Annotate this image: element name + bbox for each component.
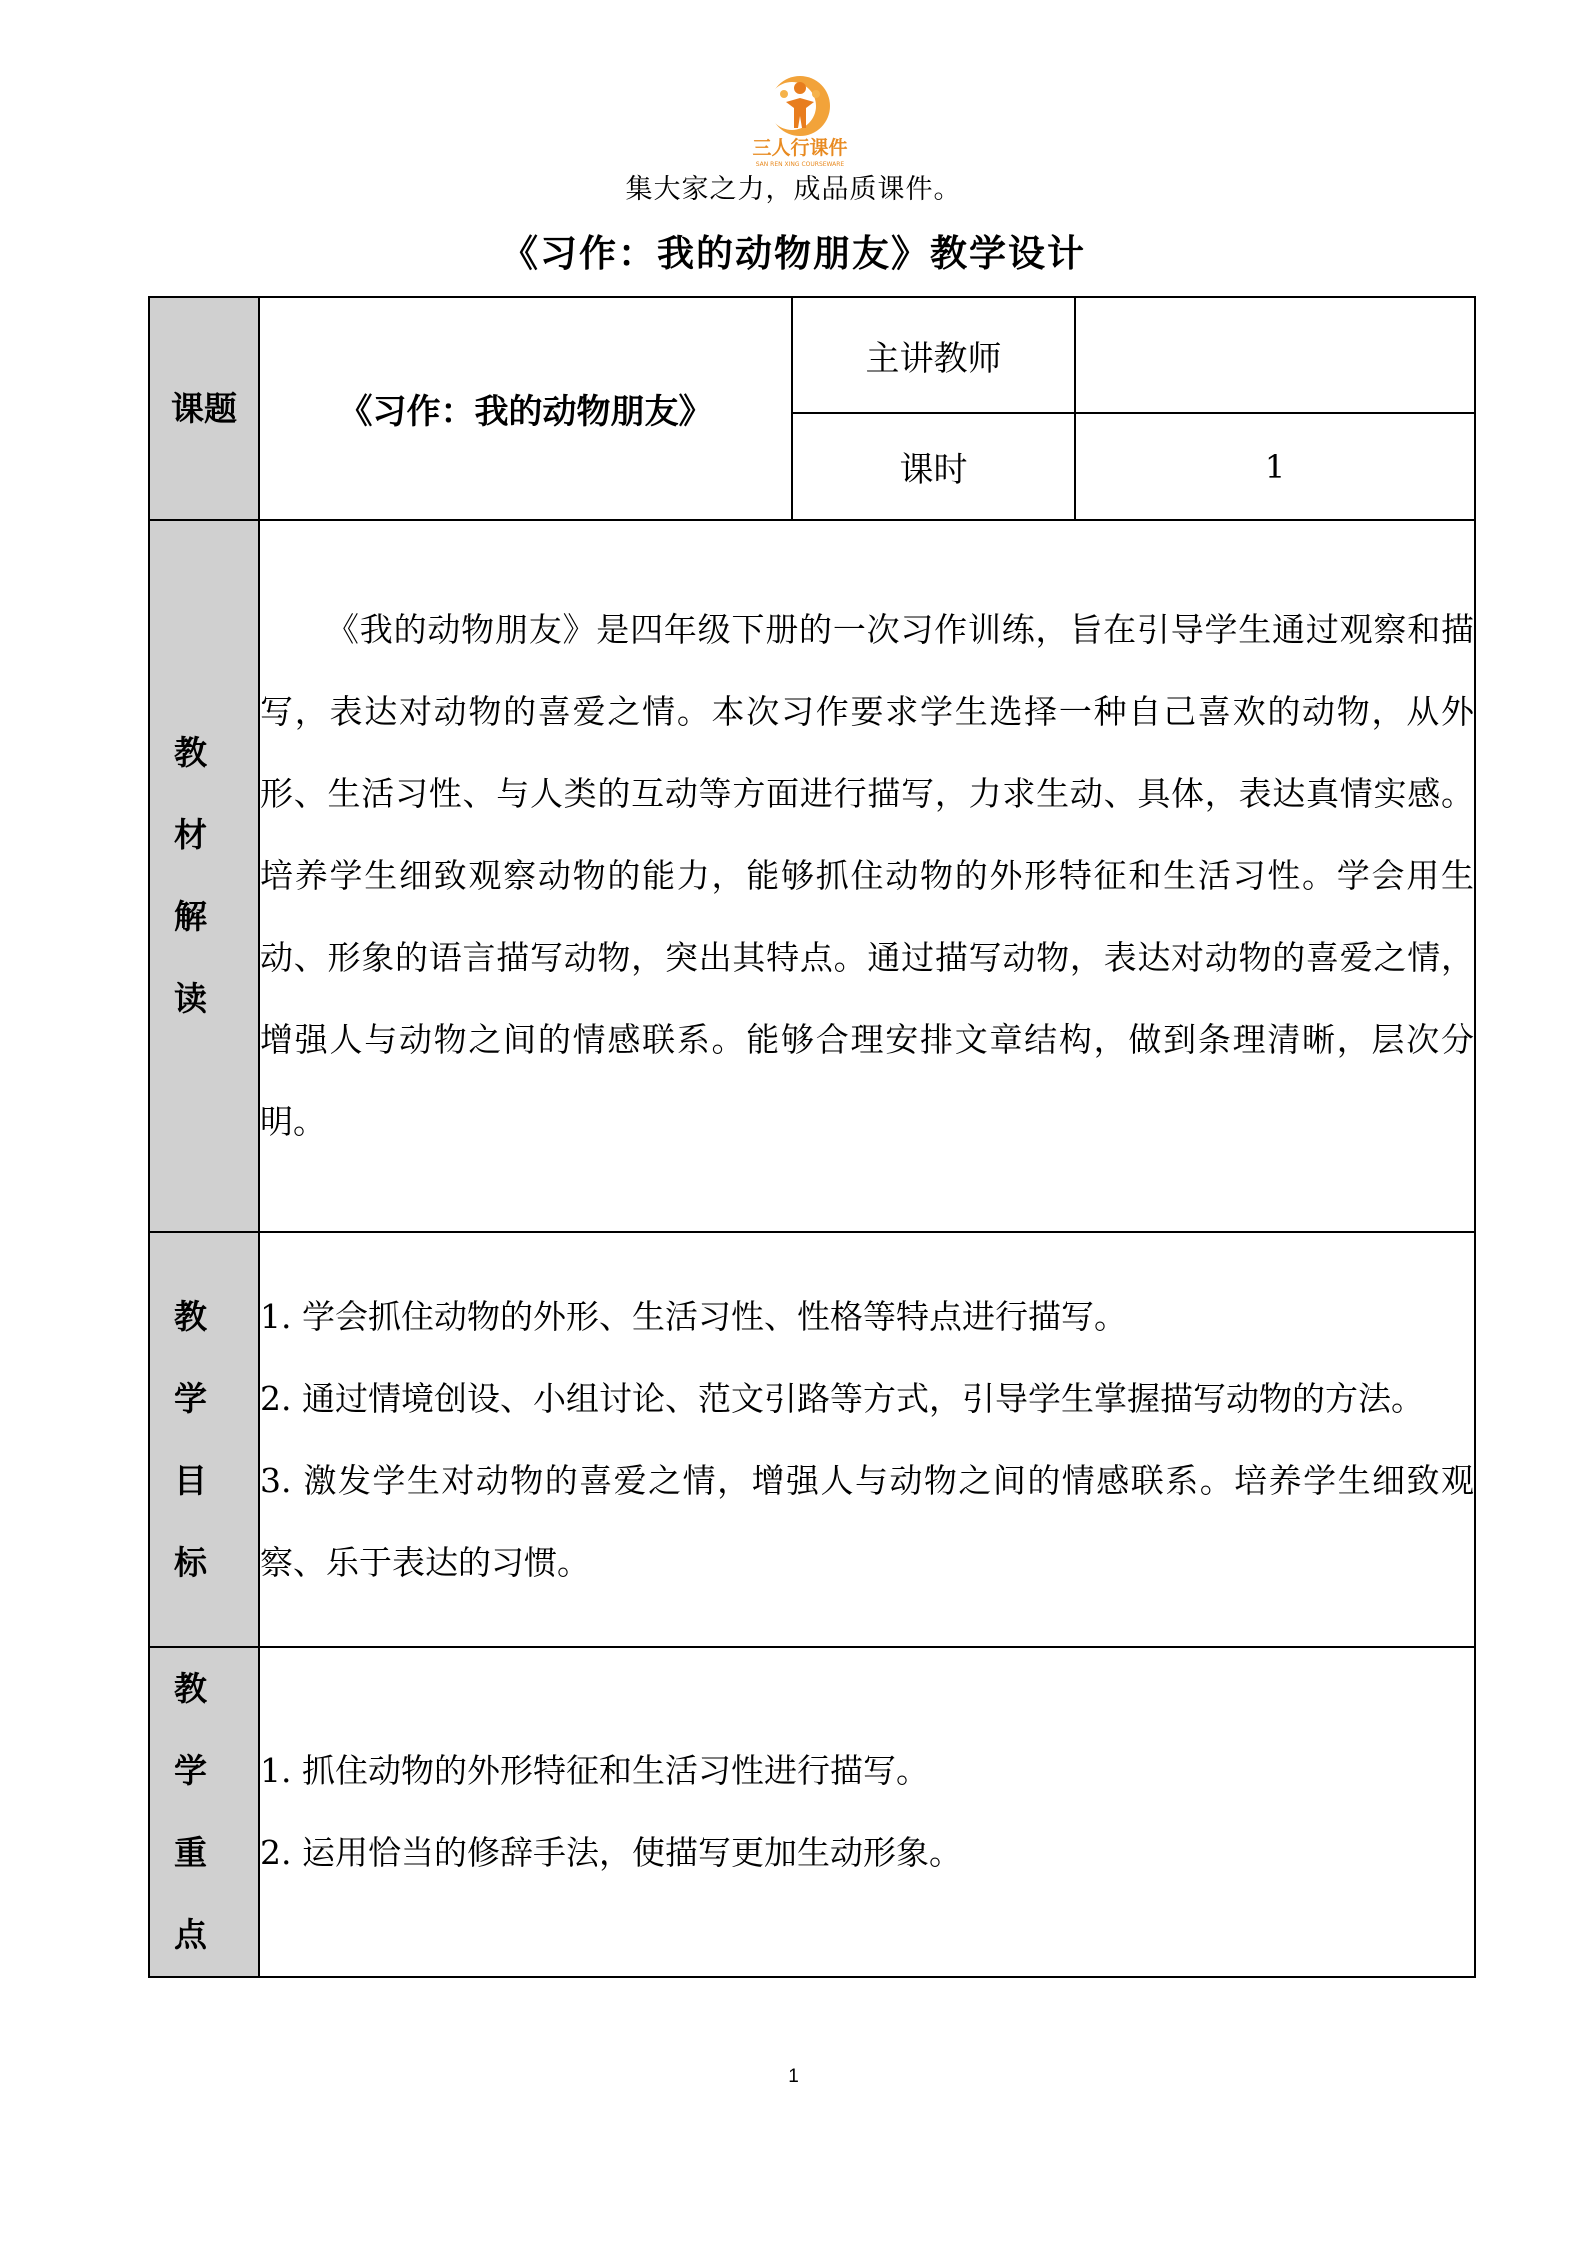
logo-text: 三人行课件 xyxy=(752,137,848,159)
key-points-label-cell xyxy=(149,1647,259,1977)
analysis-text: 《我的动物朋友》是四年级下册的一次习作训练，旨在引导学生通过观察和描写，表达对动物的喜爱之情。本次习作要求学生选择一种自己喜欢的动物，从外形、生活习性、与人类的互动等方面进行描写，力求生动、具体，表达真情实感。培养学生细致观察动物的能力，能够抓住动物的外形特征和生活习性。学会用生动、形象的语言描写动物，突出其特点。通过描写动物，表达对动物的喜爱之情，增强人与动物之间的情感联系。能够合理安排文章结构，做到条理清晰，层次分明。 xyxy=(260,610,1474,1141)
goals-label-line-1: 教学 xyxy=(174,1296,207,1418)
key-points-label-line-2: 重点 xyxy=(174,1833,207,1954)
teacher-label: 主讲教师 xyxy=(792,297,1075,413)
key-points-cell xyxy=(259,1647,1475,1977)
hours-value: 1 xyxy=(1075,413,1475,520)
analysis-label-line-1: 教材 xyxy=(174,733,207,854)
analysis-label-cell xyxy=(149,520,259,1232)
goal-item-2: 2. 通过情境创设、小组讨论、范文引路等方式，引导学生掌握描写动物的方法。 xyxy=(260,1378,1424,1418)
topic-value: 《习作：我的动物朋友》 xyxy=(259,297,792,520)
company-logo xyxy=(740,72,860,172)
logo-subtext: SAN REN XING COURSEWARE xyxy=(755,161,845,168)
topic-label-cell xyxy=(149,297,259,520)
goal-item-3: 3. 激发学生对动物的喜爱之情，增强人与动物之间的情感联系。培养学生细致观察、乐于表达的习惯。 xyxy=(260,1460,1474,1582)
key-point-1: 1. 抓住动物的外形特征和生活习性进行描写。 xyxy=(260,1751,929,1790)
document-title: 《习作：我的动物朋友》教学设计 xyxy=(501,231,1086,275)
goals-cell xyxy=(259,1232,1475,1647)
slogan: 集大家之力，成品质课件。 xyxy=(625,174,962,205)
topic-label: 课题 xyxy=(171,388,237,428)
hours-label: 课时 xyxy=(792,413,1075,520)
goals-label-line-2: 目标 xyxy=(174,1460,207,1582)
page-number: 1 xyxy=(788,2066,799,2087)
lesson-design-table xyxy=(148,296,1476,1978)
analysis-cell xyxy=(259,520,1475,1232)
goals-label-cell xyxy=(149,1232,259,1647)
goal-item-1: 1. 学会抓住动物的外形、生活习性、性格等特点进行描写。 xyxy=(260,1296,1127,1336)
key-points-label-line-1: 教学 xyxy=(174,1669,207,1790)
logo-icon xyxy=(740,72,860,172)
analysis-label-line-2: 解读 xyxy=(174,897,207,1018)
teacher-value xyxy=(1075,297,1475,413)
key-point-2: 2. 运用恰当的修辞手法，使描写更加生动形象。 xyxy=(260,1833,962,1872)
